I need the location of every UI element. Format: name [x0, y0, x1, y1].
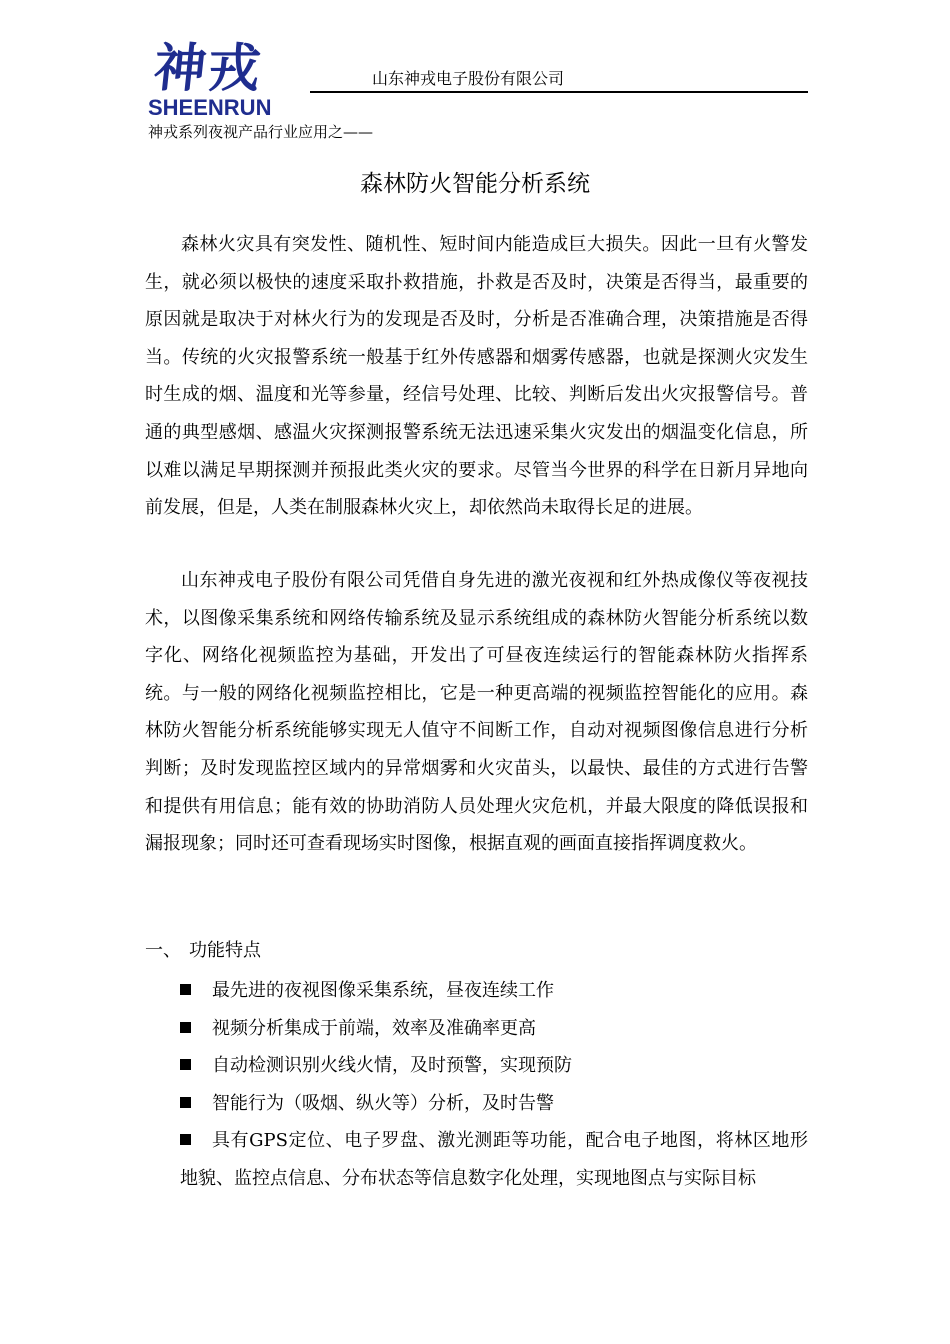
intro-paragraph: 森林火灾具有突发性、随机性、短时间内能造成巨大损失。因此一旦有火警发生，就必须以极快的速度采取扑救措施，扑救是否及时，决策是否得当，最重要的原因就是取决于对林火行为的发现是否及时，分析是否准确合理，决策措施是否得当。传统的火灾报警系统一般基于红外传感器和烟雾传感器，也就是探测火灾发生时生成的烟、温度和光等参量，经信号处理、比较、判断后发出火灾报警信号。普通的典型感烟、感温火灾探测报警系统无法迅速采集火灾发出的烟温变化信息，所以难以满足早期探测并预报此类火灾的要求。尽管当今世界的科学在日新月异地向前发展，但是，人类在制服森林火灾上，却依然尚未取得长足的进展。	[145, 234, 808, 519]
feature-list	[180, 972, 808, 1197]
header-divider	[310, 91, 808, 93]
feature-item	[180, 1122, 808, 1197]
square-bullet-icon	[180, 984, 191, 995]
section-number: 一、	[145, 940, 181, 961]
square-bullet-icon	[180, 1059, 191, 1070]
section-title: 功能特点	[189, 940, 261, 961]
square-bullet-icon	[180, 1097, 191, 1108]
section-heading	[145, 938, 261, 964]
square-bullet-icon	[180, 1022, 191, 1033]
document-title: 森林防火智能分析系统	[360, 171, 590, 197]
feature-item	[180, 972, 808, 1010]
company-name-header: 山东神戎电子股份有限公司	[372, 69, 565, 88]
logo-chinese-text: 神戎	[150, 39, 266, 99]
series-subtitle: 神戎系列夜视产品行业应用之——	[148, 123, 374, 141]
feature-item	[180, 1047, 808, 1085]
square-bullet-icon	[180, 1134, 191, 1145]
feature-text: 具有GPS定位、电子罗盘、激光测距等功能，配合电子地图，将林区地形地貌、监控点信息、分布状态等信息数字化处理，实现地图点与实际目标	[180, 1130, 808, 1189]
feature-text: 视频分析集成于前端，效率及准确率更高	[212, 1017, 536, 1039]
feature-item	[180, 1085, 808, 1123]
feature-item	[180, 1010, 808, 1048]
feature-text: 智能行为（吸烟、纵火等）分析，及时告警	[212, 1092, 554, 1114]
feature-text: 最先进的夜视图像采集系统，昼夜连续工作	[212, 980, 554, 1001]
logo-english-text: SHEENRUN	[148, 95, 272, 120]
company-logo	[148, 40, 278, 120]
company-paragraph: 山东神戎电子股份有限公司凭借自身先进的激光夜视和红外热成像仪等夜视技术，以图像采集系统和网络传输系统及显示系统组成的森林防火智能分析系统以数字化、网络化视频监控为基础，开发出了可昼夜连续运行的智能森林防火指挥系统。与一般的网络化视频监控相比，它是一种更高端的视频监控智能化的应用。森林防火智能分析系统能够实现无人值守不间断工作，自动对视频图像信息进行分析判断；及时发现监控区域内的异常烟雾和火灾苗头，以最快、最佳的方式进行告警和提供有用信息；能有效的协助消防人员处理火灾危机，并最大限度的降低误报和漏报现象；同时还可查看现场实时图像，根据直观的画面直接指挥调度救火。	[145, 570, 808, 855]
feature-text: 自动检测识别火线火情，及时预警，实现预防	[212, 1055, 572, 1076]
